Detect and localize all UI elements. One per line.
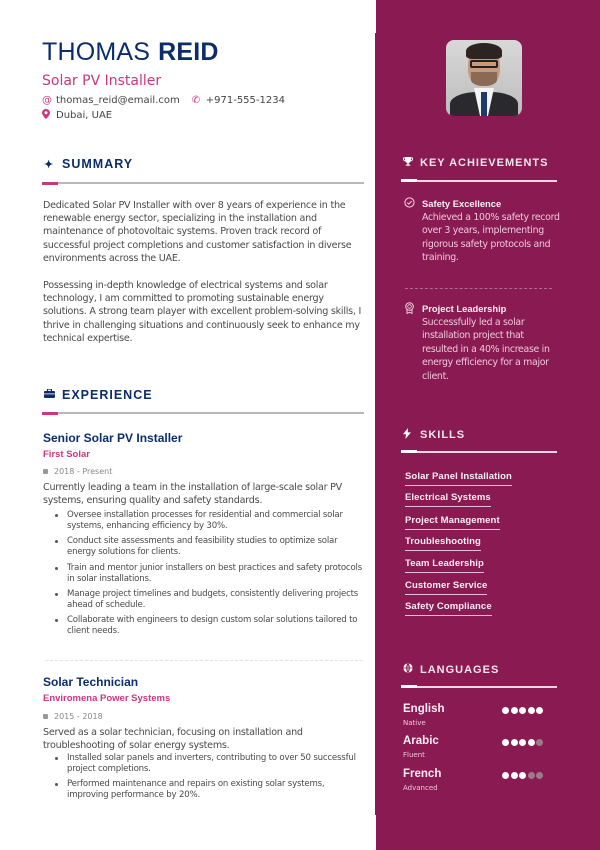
language-name: Arabic xyxy=(403,735,439,747)
job-bullet: Collaborate with engineers to design custom solar solutions tailored to client needs. xyxy=(55,615,367,637)
skill-tag: Team Leadership xyxy=(405,558,484,573)
job-title: Solar Technician xyxy=(43,675,139,689)
rating-dot-filled xyxy=(511,772,518,779)
candidate-name xyxy=(42,38,219,67)
summary-paragraph: Dedicated Solar PV Installer with over 8 years of experience in the renewable energy sector, specializing in the installation and maintenance of photovoltaic systems. Proven track record of successful project completions and customer satisfaction in diverse environments across the UAE. xyxy=(43,200,352,264)
achievements-heading-text: KEY ACHIEVEMENTS xyxy=(420,157,549,169)
summary-heading-text: SUMMARY xyxy=(62,157,134,171)
trophy-icon xyxy=(403,157,420,169)
photo-glasses xyxy=(470,60,498,68)
job-dates xyxy=(43,712,103,721)
achievements-heading xyxy=(403,157,548,169)
skill-tag: Project Management xyxy=(405,515,500,530)
skill-tag: Solar Panel Installation xyxy=(405,471,512,486)
summary-paragraph: Possessing in-depth knowledge of electrical systems and solar technology, I am committed to promoting sustainable energy solutions. A strong team player with excellent problem-solving skills, I thrive in challenging situations and continuously seek to enhance my technical expertise. xyxy=(43,280,362,344)
achievement-description: Successfully led a solar installation project that resulted in a 40% increase in energy efficiency for a major client. xyxy=(422,317,550,382)
job-dates-text: 2018 - Present xyxy=(54,467,113,476)
rating-dot-filled xyxy=(511,739,518,746)
language-level: Native xyxy=(403,719,426,727)
last-name: REID xyxy=(158,38,219,66)
achievement-title: Safety Excellence xyxy=(422,198,502,209)
sidebar-edge xyxy=(375,33,377,815)
calendar-icon xyxy=(43,469,48,474)
language-rating xyxy=(502,772,543,779)
award-icon xyxy=(404,302,415,317)
experience-heading-text: EXPERIENCE xyxy=(62,388,153,402)
rating-dot-filled xyxy=(511,707,518,714)
job-bullet: Train and mentor junior installers on best practices and safety protocols in solar installations. xyxy=(55,563,367,585)
summary-heading xyxy=(44,157,133,171)
contact-row xyxy=(42,95,285,106)
rating-dot-filled xyxy=(502,739,509,746)
skill-tag: Customer Service xyxy=(405,580,487,595)
job-description: Served as a solar technician, focusing on installation and troubleshooting of solar energy systems. xyxy=(43,727,303,751)
skills-divider xyxy=(401,451,557,453)
job-bullet: Oversee installation processes for residential and commercial solar systems, enhancing efficiency by 30%. xyxy=(55,510,367,532)
photo-beard xyxy=(471,72,497,86)
map-pin-icon xyxy=(42,109,56,122)
at-icon: @ xyxy=(42,95,52,106)
job-dates xyxy=(43,467,112,476)
skill-tag: Troubleshooting xyxy=(405,536,481,551)
job-description: Currently leading a team in the installation of large-scale solar PV systems, ensuring quality and safety standards. xyxy=(43,482,342,506)
summary-divider xyxy=(42,182,364,184)
phone-icon: ✆ xyxy=(191,95,201,106)
language-rating xyxy=(502,739,543,746)
experience-heading xyxy=(44,388,153,402)
calendar-icon xyxy=(43,714,48,719)
job-company: Enviromena Power Systems xyxy=(43,693,171,704)
rating-dot-empty xyxy=(536,772,543,779)
rating-dot-filled xyxy=(528,739,535,746)
sparkle-icon: ✦ xyxy=(44,158,55,171)
language-rating xyxy=(502,707,543,714)
job-title: Senior Solar PV Installer xyxy=(43,431,183,445)
briefcase-icon xyxy=(44,389,62,401)
skills-heading xyxy=(403,428,465,442)
rating-dot-filled xyxy=(536,707,543,714)
photo-hair xyxy=(466,43,502,59)
check-circle-icon xyxy=(404,197,415,211)
location-row xyxy=(42,109,112,122)
job-bullet: Performed maintenance and repairs on existing solar systems, improving performance by 20%. xyxy=(55,779,367,801)
rating-dot-filled xyxy=(519,707,526,714)
language-level: Fluent xyxy=(403,751,425,759)
rating-dot-filled xyxy=(519,739,526,746)
job-company: First Solar xyxy=(43,449,90,460)
skills-heading-text: SKILLS xyxy=(420,429,466,441)
job-title: Solar PV Installer xyxy=(42,73,162,89)
languages-heading xyxy=(403,663,499,676)
achievement-description: Achieved a 100% safety record over 3 years, implementing rigorous safety protocols and training. xyxy=(422,212,560,264)
job-bullet: Installed solar panels and inverters, contributing to over 50 successful project completions. xyxy=(55,753,367,775)
language-name: French xyxy=(403,768,442,780)
skill-tag: Safety Compliance xyxy=(405,601,492,616)
job-dates-text: 2015 - 2018 xyxy=(54,712,103,721)
rating-dot-filled xyxy=(528,707,535,714)
location: Dubai, UAE xyxy=(56,110,113,121)
job-bullet: Conduct site assessments and feasibility studies to optimize solar energy solutions for clients. xyxy=(55,536,367,558)
photo-tie xyxy=(481,92,487,116)
phone-number[interactable]: +971-555-1234 xyxy=(205,95,285,106)
job-bullets xyxy=(55,510,367,641)
phone-item xyxy=(192,95,285,106)
achievement-separator xyxy=(405,288,552,289)
rating-dot-empty xyxy=(536,739,543,746)
achievement-title: Project Leadership xyxy=(422,303,507,314)
rating-dot-empty xyxy=(528,772,535,779)
language-level: Advanced xyxy=(403,784,438,792)
experience-divider xyxy=(42,412,364,414)
job-bullets xyxy=(55,753,367,806)
first-name: THOMAS xyxy=(42,38,151,66)
job-separator xyxy=(45,660,363,661)
skill-tag: Electrical Systems xyxy=(405,492,491,507)
rating-dot-filled xyxy=(519,772,526,779)
rating-dot-filled xyxy=(502,772,509,779)
job-bullet: Manage project timelines and budgets, consistently delivering projects ahead of schedule. xyxy=(55,589,367,611)
profile-photo xyxy=(446,40,522,116)
bolt-icon xyxy=(403,428,420,442)
rating-dot-filled xyxy=(502,707,509,714)
globe-icon xyxy=(403,663,420,676)
achievements-divider xyxy=(401,180,557,182)
languages-divider xyxy=(401,686,557,688)
languages-heading-text: LANGUAGES xyxy=(420,663,500,676)
language-name: English xyxy=(403,703,445,715)
email-link[interactable]: thomas_reid@email.com xyxy=(56,95,180,106)
